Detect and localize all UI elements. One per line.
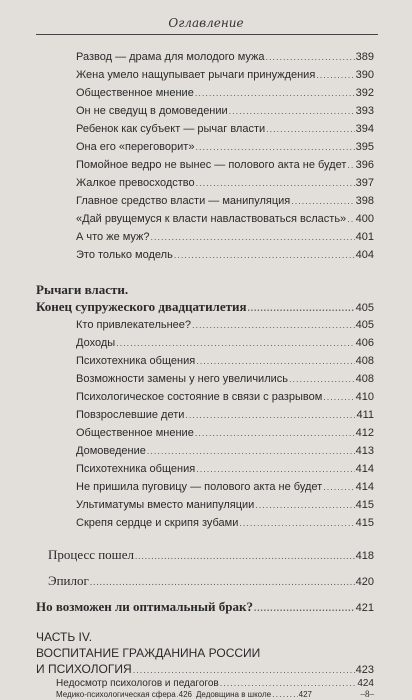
toc-entry[interactable]: Недосмотр психологов и педагогов ..... 424 — [56, 678, 374, 689]
toc-entry[interactable]: Жалкое превосходство ..... 397 — [76, 176, 374, 190]
part-title-line1[interactable]: ВОСПИТАНИЕ ГРАЖДАНИНА РОССИИ — [36, 646, 261, 660]
toc-entry[interactable]: Скрепя сердце и скрипя зубами ..... 415 — [76, 516, 374, 530]
running-header: Оглавление — [168, 16, 244, 30]
header-divider — [36, 34, 378, 35]
toc-entry[interactable]: Психологическое состояние в связи с разрывом ..... 410 — [76, 390, 374, 404]
toc-entry[interactable]: Развод — драма для молодого мужа ..... 389 — [76, 50, 374, 64]
toc-entry[interactable]: Повзрослевшие дети ..... 411 — [76, 408, 374, 422]
toc-entry[interactable]: Эпилог ..... 420 — [48, 574, 374, 589]
bottom-strip — [0, 689, 412, 700]
toc-entry[interactable]: Дедовщина в школе ..... 427 — [196, 689, 312, 700]
chapter-entry[interactable]: Конец супружеского двадцатилетия ..... 405 — [36, 300, 374, 315]
chapter-entry[interactable]: Но возможен ли оптимальный брак? ..... 421 — [36, 600, 374, 615]
page-number: –8– — [360, 689, 374, 699]
part-label[interactable]: ЧАСТЬ IV. — [36, 630, 93, 644]
toc-entry[interactable]: Главное средство власти — манипуляция ..... 398 — [76, 194, 374, 208]
toc-entry[interactable]: Ребенок как субъект — рычаг власти ..... 394 — [76, 122, 374, 136]
toc-entry[interactable]: «Дай рвущемуся к власти навластвоваться всласть» ..... 400 — [76, 212, 374, 226]
toc-entry[interactable]: Общественное мнение ..... 412 — [76, 426, 374, 440]
part-entry[interactable]: И ПСИХОЛОГИЯ ..... 423 — [36, 662, 374, 677]
toc-entry[interactable]: Медико-психологическая сфера ..... 426 — [56, 689, 192, 700]
toc-entry[interactable]: Он не сведущ в домоведении ..... 393 — [76, 104, 374, 118]
toc-entry[interactable]: Помойное ведро не вынес — полового акта не будет ..... 396 — [76, 158, 374, 172]
toc-entry[interactable]: Жена умело нащупывает рычаги принуждения ..... 390 — [76, 68, 374, 82]
toc-entry[interactable]: Процесс пошел ..... 418 — [48, 548, 374, 563]
toc-entry[interactable]: Ультиматумы вместо манипуляции ..... 415 — [76, 498, 374, 512]
toc-entry[interactable]: Это только модель ..... 404 — [76, 248, 374, 262]
toc-entry[interactable]: Не пришила пуговицу — полового акта не будет ..... 414 — [76, 480, 374, 494]
toc-entry[interactable]: Кто привлекательнее? ..... 405 — [76, 318, 374, 332]
chapter-title-line1[interactable]: Рычаги власти. — [36, 282, 129, 297]
toc-entry[interactable]: Доходы ..... 406 — [76, 336, 374, 350]
toc-entry[interactable]: Психотехника общения ..... 414 — [76, 462, 374, 476]
toc-entry[interactable]: Возможности замены у него увеличились ..... 408 — [76, 372, 374, 386]
toc-entry[interactable]: Общественное мнение ..... 392 — [76, 86, 374, 100]
toc-entry[interactable]: Домоведение ..... 413 — [76, 444, 374, 458]
toc-entry[interactable]: Она его «переговорит» ..... 395 — [76, 140, 374, 154]
toc-entry[interactable]: Психотехника общения ..... 408 — [76, 354, 374, 368]
toc-entry[interactable]: А что же муж? ..... 401 — [76, 230, 374, 244]
